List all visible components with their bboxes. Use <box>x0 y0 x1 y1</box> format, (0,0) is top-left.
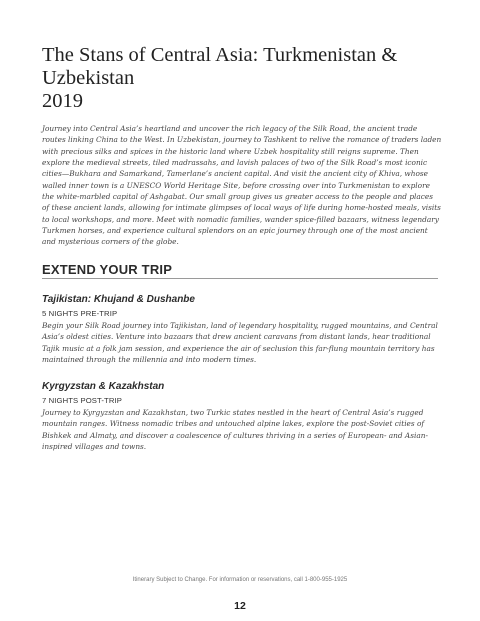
title-line-2: Uzbekistan <box>42 67 135 89</box>
trip-description: Journey to Kyrgyzstan and Kazakhstan, two Turkic states nestled in the heart of Central Asia’s rugged mountain ranges. Witness nomadic tribes and untouched alpine lakes, explore the post-Soviet cities of Bishkek and Almaty, and discover a coalescence of cultures thriving in a series of European- and Asian-inspired villages and towns. <box>42 408 428 452</box>
extend-trip-heading: EXTEND YOUR TRIP <box>42 262 173 277</box>
trip-title: Kyrgyzstan & Kazakhstan <box>42 381 165 392</box>
page-title <box>42 44 442 113</box>
trip-title: Tajikistan: Khujand & Dushanbe <box>42 294 195 305</box>
title-line-1: The Stans of Central Asia: Turkmenistan & <box>42 44 398 66</box>
trip-nights: 5 NIGHTS PRE-TRIP <box>42 309 118 318</box>
trip-nights: 7 NIGHTS POST-TRIP <box>42 396 122 405</box>
section-divider <box>42 278 438 279</box>
page-number: 12 <box>234 600 246 612</box>
post-trip-extension <box>42 381 442 452</box>
footer-note: Itinerary Subject to Change. For information or reservations, call 1-800-955-1925 <box>132 577 348 583</box>
trip-description: Begin your Silk Road journey into Tajikistan, land of legendary hospitality, rugged mountains, and Central Asia’s oldest cities. Venture into bazaars that drew ancient caravans from distant lands, hear traditional Tajik music at a folk jam session, and experience the air of seclusion this far-flung mountain territory has maintained through the millennia and into modern times. <box>42 321 438 365</box>
pre-trip-extension <box>42 294 442 365</box>
intro-paragraph: Journey into Central Asia’s heartland and uncover the rich legacy of the Silk Road, the ancient trade routes linking China to the West. In Uzbekistan, journey to Tashkent to relive the romance of traders laden with precious silks and spices in the historic land where Uzbek hospitality still reigns supreme. Then explore the medieval streets, tiled madrassahs, and lavish palaces of two of the Silk Road’s most iconic cities—Bukhara and Samarkand, Tamerlane’s ancient capital. And visit the ancient city of Khiva, whose walled inner town is a UNESCO World Heritage Site, before crossing over into Turkmenistan to explore the white-marbled capital of Ashgabat. Our small group gives us greater access to the people and places of these ancient lands, allowing for intimate glimpses of local ways of life during home-hosted meals, visits to local workshops, and more. Meet with nomadic families, wander spice-filled bazaars, witness legendary Turkmen horses, and experience cultural splendors on an epic journey through one of the most ancient and mysterious corners of the globe. <box>42 124 442 247</box>
title-year: 2019 <box>42 90 83 112</box>
